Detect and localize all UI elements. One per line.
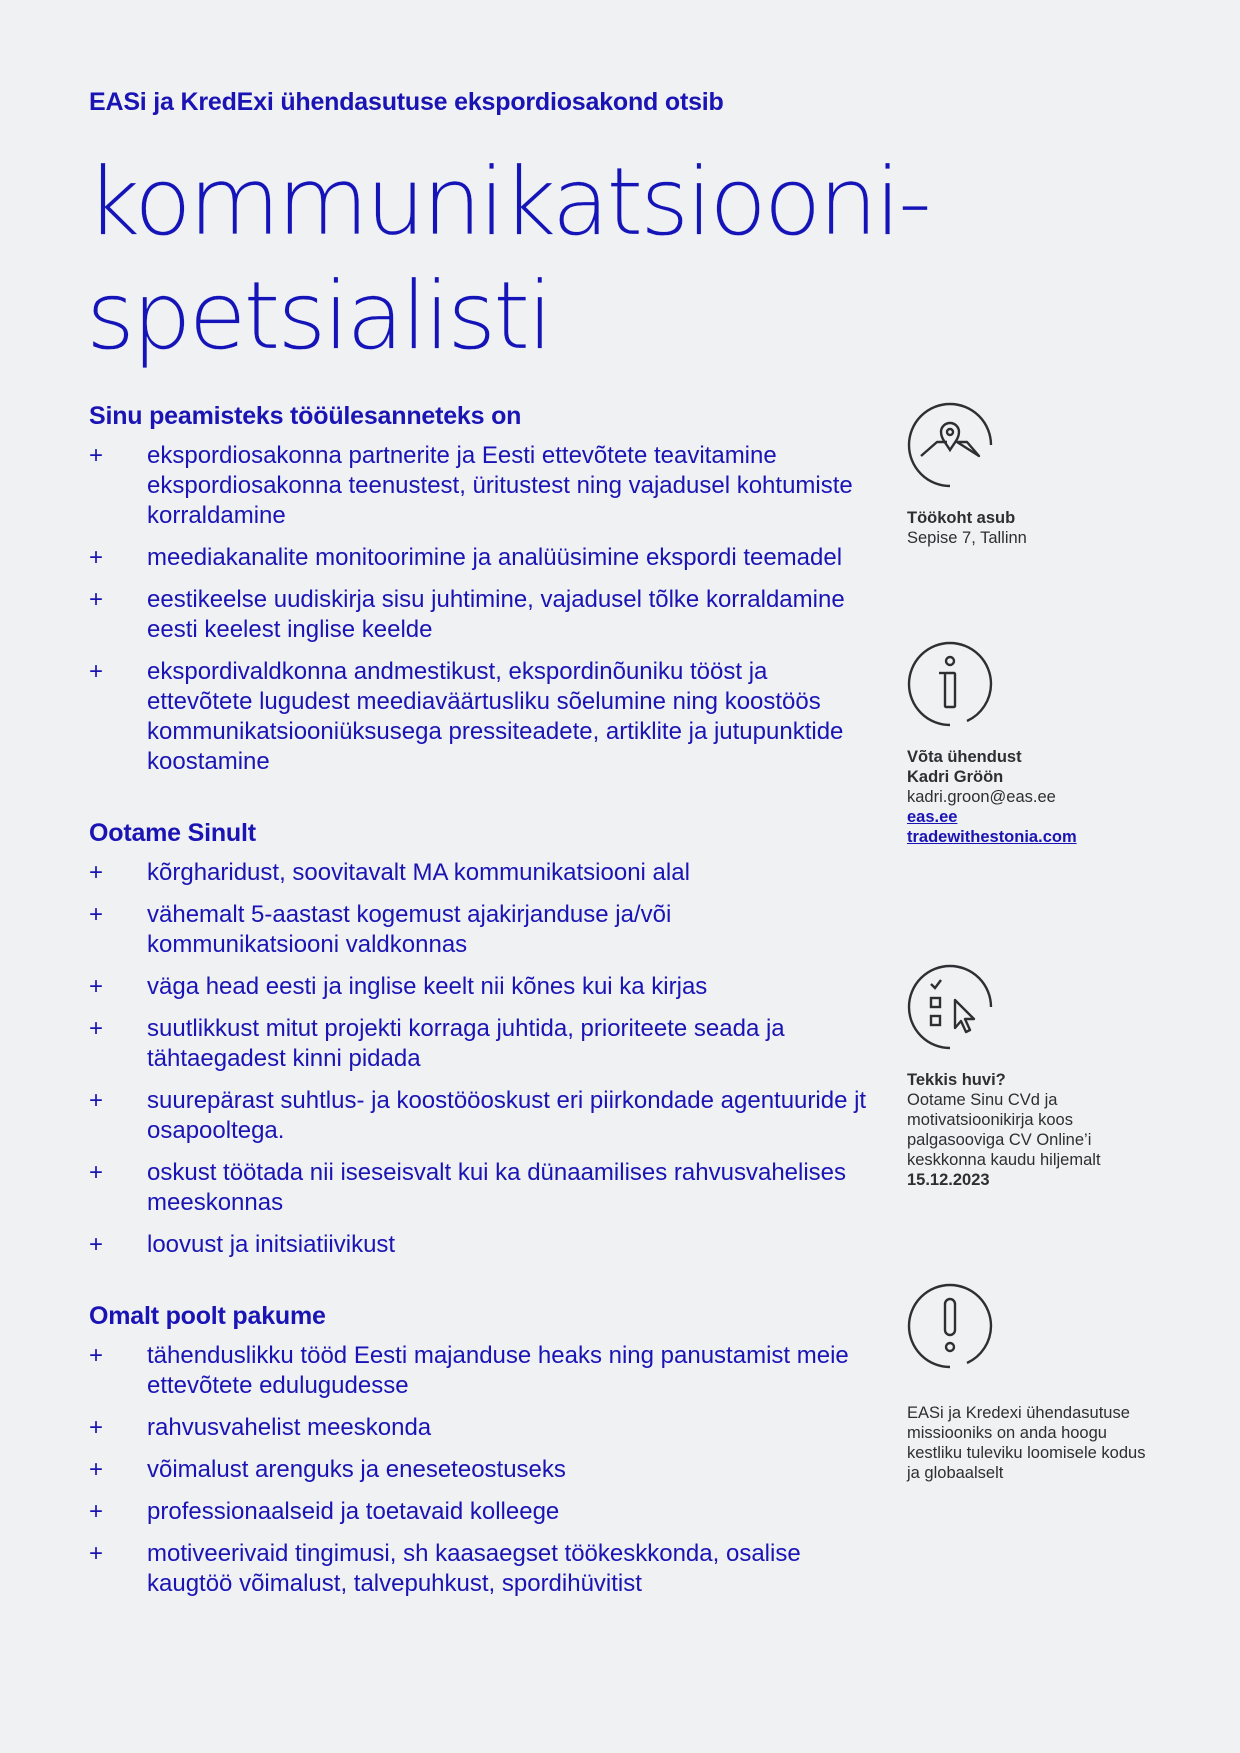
list-item-text: ekspordiosakonna partnerite ja Eesti ettevõtete teavitamine ekspordiosakonna teenustest, üritustest ning vajadusel kohtumiste korraldamine: [147, 442, 853, 529]
list-item-text: kõrgharidust, soovitavalt MA kommunikatsiooni alal: [147, 859, 690, 886]
sidebar-contact: [907, 641, 1157, 847]
plus-icon: +: [89, 1159, 104, 1186]
plus-icon: +: [89, 1015, 104, 1042]
list-item-text: tähenduslikku tööd Eesti majanduse heaks ning panustamist meie ettevõtete edulugudesse: [147, 1342, 849, 1399]
info-icon: [907, 641, 993, 727]
contact-email[interactable]: kadri.groon@eas.ee: [907, 788, 1056, 806]
mission-text: EASi ja Kredexi ühendasutuse missiooniks on anda hoogu kestliku tuleviku loomisele kodus ja globaalselt: [907, 1404, 1146, 1482]
plus-icon: +: [89, 1540, 104, 1567]
list-item: [89, 1230, 869, 1260]
contact-label: Võta ühendust: [907, 748, 1022, 766]
page-title: [86, 146, 929, 374]
plus-icon: +: [89, 658, 104, 685]
contact-name: Kadri Gröön: [907, 768, 1004, 786]
eas-link[interactable]: eas.ee: [907, 808, 958, 826]
list-item-text: professionaalseid ja toetavaid kolleege: [147, 1498, 560, 1525]
plus-icon: +: [89, 1498, 104, 1525]
location-value: Sepise 7, Tallinn: [907, 529, 1027, 547]
plus-icon: +: [89, 1087, 104, 1114]
plus-icon: +: [89, 859, 104, 886]
plus-icon: +: [89, 586, 104, 613]
apply-text: Ootame Sinu CVd ja motivatsioonikirja koos palgasooviga CV Online’i keskkonna kaudu hiljemalt: [907, 1091, 1101, 1169]
sidebar-location: [907, 402, 1157, 548]
list-item: [89, 543, 869, 573]
list-item: [89, 1158, 869, 1218]
apply-label: Tekkis huvi?: [907, 1071, 1006, 1089]
list-item: [89, 1539, 869, 1599]
list-item: [89, 585, 869, 645]
main-content: [89, 402, 869, 1641]
title-line-2: spetsialisti: [86, 262, 551, 371]
list-item-text: ekspordivaldkonna andmestikust, ekspordinõuniku tööst ja ettevõtete lugudest meediaväärtusliku sõelumine ning koostöös kommunikatsiooniüksusega pressiteadete, artiklite ja jutupunktide koostamine: [147, 658, 844, 775]
plus-icon: +: [89, 901, 104, 928]
plus-icon: +: [89, 1342, 104, 1369]
list-item-text: suutlikkust mitut projekti korraga juhtida, prioriteete seada ja tähtaegadest kinni pidada: [147, 1015, 785, 1072]
plus-icon: +: [89, 1456, 104, 1483]
list-item: [89, 1086, 869, 1146]
section-heading: Omalt poolt pakume: [89, 1302, 326, 1330]
section-offer: [89, 1302, 869, 1599]
apply-deadline: 15.12.2023: [907, 1171, 990, 1189]
list-item-text: loovust ja initsiatiivikust: [147, 1231, 396, 1258]
sidebar-mission: [907, 1283, 1157, 1483]
plus-icon: +: [89, 1414, 104, 1441]
location-label: Töökoht asub: [907, 509, 1016, 527]
list-item-text: võimalust arenguks ja eneseteostuseks: [147, 1456, 566, 1483]
list-item: [89, 1455, 869, 1485]
plus-icon: +: [89, 1231, 104, 1258]
task-list: [89, 441, 869, 777]
exclamation-icon: [907, 1283, 993, 1369]
page-kicker: EASi ja KredExi ühendasutuse ekspordiosakond otsib: [89, 88, 724, 116]
list-item-text: rahvusvahelist meeskonda: [147, 1414, 432, 1441]
list-item-text: meediakanalite monitoorimine ja analüüsimine ekspordi teemadel: [147, 544, 843, 571]
list-item-text: suurepärast suhtlus- ja koostööoskust eri piirkondade agentuuride jt osapooltega.: [147, 1087, 867, 1144]
list-item: [89, 657, 869, 777]
sidebar-apply: [907, 964, 1157, 1190]
list-item-text: väga head eesti ja inglise keelt nii kõnes kui ka kirjas: [147, 973, 708, 1000]
requirements-list: [89, 858, 869, 1260]
list-item: [89, 1497, 869, 1527]
map-pin-icon: [907, 402, 993, 488]
plus-icon: +: [89, 544, 104, 571]
list-item: [89, 441, 869, 531]
list-item-text: motiveerivaid tingimusi, sh kaasaegset töökeskkonda, osalise kaugtöö võimalust, talvepuhkust, spordihüvitist: [147, 1540, 801, 1597]
list-item: [89, 900, 869, 960]
list-item-text: oskust töötada nii iseseisvalt kui ka dünaamilises rahvusvahelises meeskonnas: [147, 1159, 847, 1216]
section-heading: Sinu peamisteks tööülesanneteks on: [89, 402, 522, 430]
section-tasks: [89, 402, 869, 777]
list-item: [89, 858, 869, 888]
title-line-1: kommunikatsiooni-: [86, 148, 929, 257]
checklist-cursor-icon: [907, 964, 993, 1050]
section-heading: Ootame Sinult: [89, 819, 256, 847]
plus-icon: +: [89, 973, 104, 1000]
tradewithestonia-link[interactable]: tradewithestonia.com: [907, 828, 1077, 846]
offer-list: [89, 1341, 869, 1599]
list-item-text: eestikeelse uudiskirja sisu juhtimine, vajadusel tõlke korraldamine eesti keelest inglise keelde: [147, 586, 845, 643]
list-item: [89, 1014, 869, 1074]
plus-icon: +: [89, 442, 104, 469]
list-item-text: vähemalt 5-aastast kogemust ajakirjanduse ja/või kommunikatsiooni valdkonnas: [147, 901, 672, 958]
list-item: [89, 1413, 869, 1443]
list-item: [89, 1341, 869, 1401]
section-requirements: [89, 819, 869, 1260]
list-item: [89, 972, 869, 1002]
